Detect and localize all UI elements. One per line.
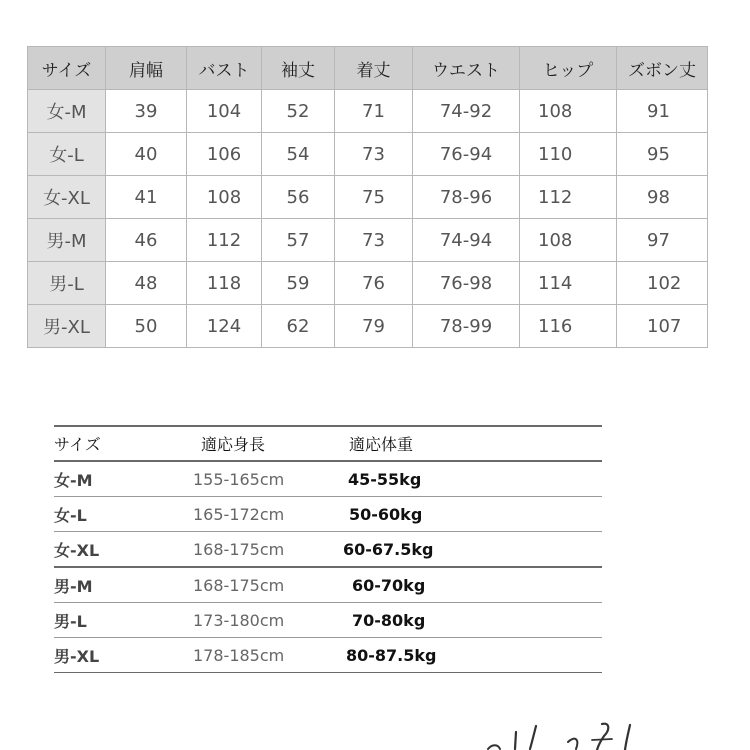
size-table-header-bust: バスト (187, 47, 262, 90)
waist-value: 78-96 (413, 176, 520, 219)
sleeve-value: 57 (262, 219, 335, 262)
table-row (28, 133, 708, 176)
bust-value: 108 (187, 176, 262, 219)
length-value: 73 (335, 133, 413, 176)
table-row (54, 461, 602, 497)
size-label: 女-L (54, 497, 193, 532)
shoulder-value: 41 (106, 176, 187, 219)
table-row (54, 567, 602, 603)
size-table-header-size: サイズ (28, 47, 106, 90)
sleeve-value: 52 (262, 90, 335, 133)
size-label: 男-XL (28, 305, 106, 348)
table-row (54, 532, 602, 568)
waist-value: 74-92 (413, 90, 520, 133)
size-label: 女-L (28, 133, 106, 176)
bust-value: 106 (187, 133, 262, 176)
shoulder-value: 39 (106, 90, 187, 133)
weight-range: 50-60kg (343, 497, 602, 532)
size-label: 女-M (28, 90, 106, 133)
hip-value: 108 (520, 90, 617, 133)
table-row (28, 90, 708, 133)
fit-table-header-height: 適応身長 (193, 426, 343, 461)
sleeve-value: 62 (262, 305, 335, 348)
shoulder-value: 46 (106, 219, 187, 262)
signature-watermark (480, 722, 650, 750)
table-row (28, 219, 708, 262)
size-label: 男-L (28, 262, 106, 305)
size-label: 女-M (54, 461, 193, 497)
size-table-header-shoulder: 肩幅 (106, 47, 187, 90)
height-range: 155-165cm (193, 461, 343, 497)
fit-table-header-row (54, 426, 602, 461)
height-range: 168-175cm (193, 567, 343, 603)
bust-value: 104 (187, 90, 262, 133)
sleeve-value: 54 (262, 133, 335, 176)
hip-value: 114 (520, 262, 617, 305)
size-label: 男-M (28, 219, 106, 262)
hip-value: 116 (520, 305, 617, 348)
length-value: 75 (335, 176, 413, 219)
pants-length-value: 95 (617, 133, 708, 176)
bust-value: 118 (187, 262, 262, 305)
size-table-header-length: 着丈 (335, 47, 413, 90)
sleeve-value: 56 (262, 176, 335, 219)
table-row (28, 305, 708, 348)
pants-length-value: 91 (617, 90, 708, 133)
table-row (28, 262, 708, 305)
weight-range: 70-80kg (343, 603, 602, 638)
table-row (54, 638, 602, 673)
size-table-header-hip: ヒップ (520, 47, 617, 90)
fit-table-header-size: サイズ (54, 426, 193, 461)
shoulder-value: 40 (106, 133, 187, 176)
height-range: 168-175cm (193, 532, 343, 568)
size-label: 女-XL (54, 532, 193, 568)
pants-length-value: 98 (617, 176, 708, 219)
table-row (54, 497, 602, 532)
size-label: 女-XL (28, 176, 106, 219)
shoulder-value: 48 (106, 262, 187, 305)
height-range: 178-185cm (193, 638, 343, 673)
height-range: 173-180cm (193, 603, 343, 638)
pants-length-value: 107 (617, 305, 708, 348)
fit-table-header-weight: 適応体重 (343, 426, 602, 461)
hip-value: 110 (520, 133, 617, 176)
size-measurement-table (27, 46, 708, 348)
fit-guide-table (54, 425, 602, 673)
height-range: 165-172cm (193, 497, 343, 532)
waist-value: 78-99 (413, 305, 520, 348)
size-label: 男-XL (54, 638, 193, 673)
weight-range: 60-67.5kg (343, 532, 602, 568)
size-table-header-row (28, 47, 708, 90)
size-table-header-sleeve: 袖丈 (262, 47, 335, 90)
waist-value: 74-94 (413, 219, 520, 262)
table-row (28, 176, 708, 219)
length-value: 79 (335, 305, 413, 348)
bust-value: 112 (187, 219, 262, 262)
pants-length-value: 102 (617, 262, 708, 305)
bust-value: 124 (187, 305, 262, 348)
size-table-header-waist: ウエスト (413, 47, 520, 90)
length-value: 71 (335, 90, 413, 133)
waist-value: 76-94 (413, 133, 520, 176)
weight-range: 80-87.5kg (343, 638, 602, 673)
weight-range: 60-70kg (343, 567, 602, 603)
table-row (54, 603, 602, 638)
size-label: 男-L (54, 603, 193, 638)
waist-value: 76-98 (413, 262, 520, 305)
shoulder-value: 50 (106, 305, 187, 348)
length-value: 76 (335, 262, 413, 305)
sleeve-value: 59 (262, 262, 335, 305)
hip-value: 108 (520, 219, 617, 262)
size-label: 男-M (54, 567, 193, 603)
length-value: 73 (335, 219, 413, 262)
hip-value: 112 (520, 176, 617, 219)
pants-length-value: 97 (617, 219, 708, 262)
size-table-header-pants: ズボン丈 (617, 47, 708, 90)
weight-range: 45-55kg (343, 461, 602, 497)
